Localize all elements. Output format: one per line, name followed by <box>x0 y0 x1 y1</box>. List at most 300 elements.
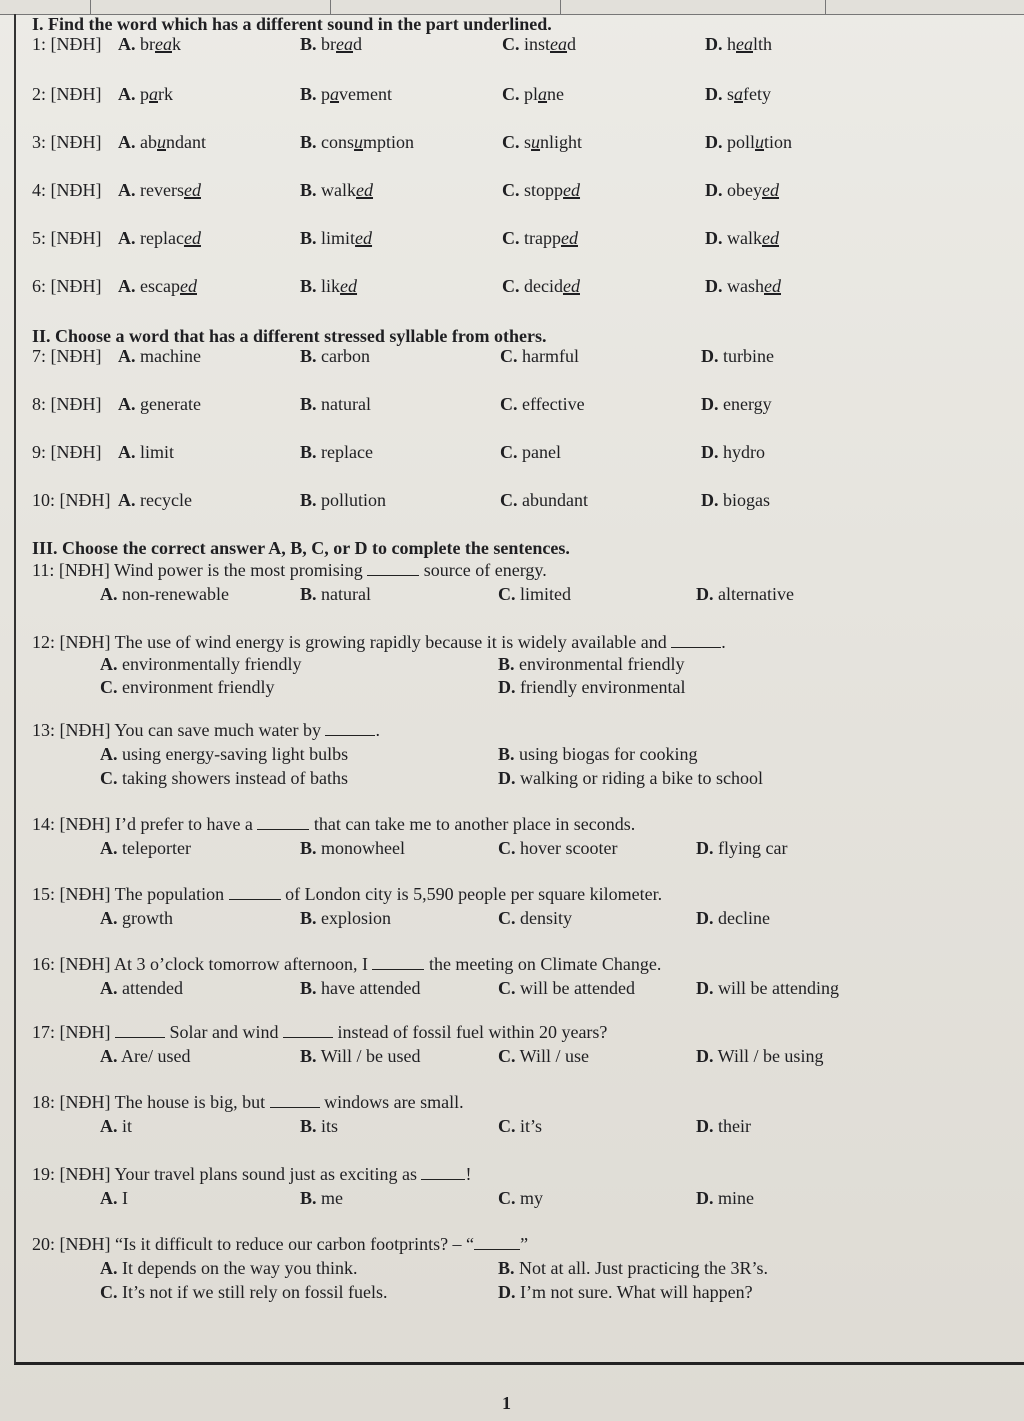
option-d <box>705 180 779 201</box>
option-letter: C. <box>502 276 520 296</box>
question-row <box>32 180 1012 204</box>
word-part: trapp <box>519 228 561 248</box>
question-number: 12: [NĐH] <box>32 632 111 652</box>
word-part: k <box>172 34 181 54</box>
option-letter: B. <box>300 346 317 366</box>
question-row <box>32 346 1012 370</box>
question-row <box>32 490 1012 514</box>
option-text: their <box>713 1116 751 1136</box>
option-b <box>300 394 371 415</box>
option-a <box>118 84 173 105</box>
option-letter: B. <box>300 838 317 858</box>
word-part: p <box>316 84 331 104</box>
option-a <box>100 1188 128 1209</box>
option-c <box>498 1188 543 1209</box>
underlined-sound: ed <box>560 228 578 248</box>
option-letter: B. <box>300 84 317 104</box>
option-letter: C. <box>502 84 520 104</box>
underlined-sound: ed <box>764 276 781 296</box>
option-text: walking or riding a bike to school <box>515 768 763 788</box>
option-b <box>300 442 373 463</box>
option-text: carbon <box>316 346 370 366</box>
word-part: walk <box>316 180 357 200</box>
option-b <box>300 1116 338 1137</box>
question-number: 2: [NĐH] <box>32 84 102 104</box>
option-d <box>498 1282 753 1303</box>
option-letter: D. <box>498 677 516 697</box>
option-letter: C. <box>500 442 518 462</box>
option-d <box>696 1188 754 1209</box>
option-b <box>300 838 405 859</box>
option-b <box>300 584 371 605</box>
option-letter: B. <box>300 584 317 604</box>
underlined-sound: ed <box>340 276 358 296</box>
stem-text: Your travel plans sound just as exciting as <box>110 1164 422 1184</box>
option-letter: C. <box>498 978 516 998</box>
option-d <box>498 677 685 698</box>
option-letter: D. <box>701 442 719 462</box>
option-d <box>696 908 770 929</box>
option-letter: C. <box>498 1046 516 1066</box>
option-a <box>100 908 173 929</box>
option-letter: A. <box>100 838 118 858</box>
option-text: attended <box>117 978 183 998</box>
option-letter: A. <box>118 490 136 510</box>
underlined-sound: ed <box>563 180 581 200</box>
question-number: 14: [NĐH] <box>32 814 111 834</box>
word-part: limit <box>316 228 356 248</box>
option-text: its <box>316 1116 339 1136</box>
option-letter: A. <box>118 180 136 200</box>
option-letter: B. <box>498 1258 515 1278</box>
question-text <box>32 954 661 975</box>
stem-text: I’d prefer to have a <box>110 814 258 834</box>
option-text: abundant <box>517 490 588 510</box>
option-text: taking showers instead of baths <box>117 768 348 788</box>
answer-blank <box>115 1023 165 1038</box>
option-text: It’s not if we still rely on fossil fuels. <box>117 1282 388 1302</box>
option-a <box>118 394 201 415</box>
question-number: 15: [NĐH] <box>32 884 111 904</box>
option-a <box>118 180 201 201</box>
option-text: flying car <box>713 838 788 858</box>
option-c <box>500 490 588 511</box>
option-text: recycle <box>135 490 192 510</box>
option-d <box>701 490 770 511</box>
option-letter: D. <box>696 1188 714 1208</box>
option-letter: A. <box>100 908 118 928</box>
options-row <box>32 677 1012 701</box>
option-letter: C. <box>502 132 520 152</box>
options-row <box>32 654 1012 678</box>
option-b <box>300 228 372 249</box>
option-text: panel <box>517 442 561 462</box>
question-number: 18: [NĐH] <box>32 1092 111 1112</box>
option-text: have attended <box>316 978 421 998</box>
option-letter: A. <box>118 442 136 462</box>
options-row <box>32 584 1012 608</box>
option-b <box>300 276 357 297</box>
option-a <box>100 1116 132 1137</box>
option-letter: A. <box>118 394 136 414</box>
question-number: 4: [NĐH] <box>32 180 102 200</box>
question-stem <box>32 954 1012 978</box>
option-c <box>100 677 274 698</box>
option-letter: B. <box>300 1046 317 1066</box>
option-a <box>100 978 183 999</box>
question-number: 9: [NĐH] <box>32 442 102 462</box>
option-text: Will / use <box>515 1046 589 1066</box>
option-d <box>701 346 774 367</box>
option-b <box>300 132 414 153</box>
option-letter: B. <box>300 442 317 462</box>
option-c <box>502 132 582 153</box>
question-row <box>32 442 1012 466</box>
option-letter: D. <box>705 228 723 248</box>
option-letter: C. <box>100 677 118 697</box>
option-a <box>100 1046 190 1067</box>
option-d <box>696 978 839 999</box>
question-number: 11: [NĐH] <box>32 560 110 580</box>
option-letter: C. <box>502 228 520 248</box>
word-part: d <box>353 34 363 54</box>
option-c <box>500 442 561 463</box>
option-text: it <box>117 1116 133 1136</box>
word-part: obey <box>722 180 762 200</box>
option-text: environmentally friendly <box>117 654 302 674</box>
option-letter: D. <box>701 394 719 414</box>
word-part: lik <box>316 276 341 296</box>
options-row <box>32 908 1012 932</box>
option-letter: C. <box>498 1188 516 1208</box>
option-text: turbine <box>718 346 774 366</box>
option-text: environmental friendly <box>514 654 685 674</box>
option-text: It depends on the way you think. <box>117 1258 358 1278</box>
question-stem <box>32 1164 1012 1188</box>
word-part: inst <box>519 34 551 54</box>
options-row <box>32 978 1012 1002</box>
option-text: I <box>117 1188 128 1208</box>
word-part: p <box>135 84 149 104</box>
question-text <box>32 1022 607 1043</box>
stem-text: . <box>721 632 726 652</box>
stem-text: the meeting on Climate Change. <box>424 954 662 974</box>
options-row <box>32 1188 1012 1212</box>
word-part: cons <box>316 132 355 152</box>
option-text: it’s <box>515 1116 543 1136</box>
options-row <box>32 1116 1012 1140</box>
word-part: revers <box>135 180 184 200</box>
underlined-sound: a <box>330 84 340 104</box>
option-text: harmful <box>517 346 579 366</box>
word-part: br <box>316 34 337 54</box>
option-a <box>100 1258 357 1279</box>
question-number: 20: [NĐH] <box>32 1234 111 1254</box>
stem-text: of London city is 5,590 people per square kilometer. <box>280 884 663 904</box>
option-letter: B. <box>300 978 317 998</box>
option-letter: A. <box>100 584 118 604</box>
answer-blank <box>283 1023 333 1038</box>
option-b <box>300 490 386 511</box>
question-row <box>32 228 1012 252</box>
option-letter: B. <box>300 394 317 414</box>
option-letter: B. <box>498 744 515 764</box>
underlined-sound: ed <box>356 180 374 200</box>
option-letter: C. <box>498 1116 516 1136</box>
option-c <box>502 228 578 249</box>
word-part: tion <box>764 132 793 152</box>
answer-blank <box>367 561 419 576</box>
option-text: natural <box>316 394 371 414</box>
question-number: 5: [NĐH] <box>32 228 102 248</box>
option-c <box>498 908 572 929</box>
option-text: effective <box>517 394 585 414</box>
question-text <box>32 1092 464 1113</box>
option-d <box>498 768 763 789</box>
underlined-sound: ea <box>336 34 354 54</box>
word-part: s <box>519 132 532 152</box>
option-text: pollution <box>316 490 387 510</box>
option-b <box>300 346 370 367</box>
option-a <box>100 744 348 765</box>
option-letter: D. <box>701 490 719 510</box>
option-letter: A. <box>118 276 136 296</box>
option-letter: C. <box>498 584 516 604</box>
option-d <box>696 1116 751 1137</box>
option-b <box>300 978 420 999</box>
option-letter: D. <box>696 584 714 604</box>
underlined-sound: ed <box>183 228 201 248</box>
underlined-sound: u <box>157 132 166 152</box>
underlined-sound: a <box>538 84 548 104</box>
option-letter: B. <box>300 132 317 152</box>
option-letter: A. <box>100 1188 118 1208</box>
option-d <box>701 442 765 463</box>
word-part: ndant <box>166 132 206 152</box>
option-letter: B. <box>498 654 515 674</box>
option-d <box>705 34 772 55</box>
option-letter: B. <box>300 34 317 54</box>
word-part: d <box>567 34 577 54</box>
word-part: stopp <box>519 180 564 200</box>
option-text: friendly environmental <box>515 677 686 697</box>
option-letter: D. <box>498 768 516 788</box>
option-letter: C. <box>500 394 518 414</box>
underlined-sound: u <box>755 132 765 152</box>
word-part: rk <box>158 84 173 104</box>
option-b <box>300 908 391 929</box>
answer-blank <box>372 955 424 970</box>
option-text: Are/ used <box>117 1046 191 1066</box>
word-part: poll <box>722 132 756 152</box>
option-text: I’m not sure. What will happen? <box>515 1282 753 1302</box>
option-text: alternative <box>713 584 794 604</box>
word-part: nlight <box>540 132 583 152</box>
underlined-sound: ed <box>562 276 580 296</box>
stem-text: windows are small. <box>319 1092 464 1112</box>
option-c <box>100 768 348 789</box>
question-stem <box>32 1234 1012 1258</box>
underlined-sound: ed <box>183 180 201 200</box>
option-a <box>100 838 191 859</box>
option-letter: A. <box>100 654 118 674</box>
option-b <box>498 744 698 765</box>
option-text: growth <box>117 908 173 928</box>
answer-blank <box>229 885 281 900</box>
question-number: 1: [NĐH] <box>32 34 102 54</box>
word-part: walk <box>722 228 762 248</box>
option-text: limited <box>515 584 571 604</box>
options-row <box>32 768 1012 792</box>
option-a <box>118 276 197 297</box>
option-text: limit <box>135 442 175 462</box>
option-text: biogas <box>718 490 770 510</box>
underlined-sound: u <box>354 132 364 152</box>
option-d <box>705 132 792 153</box>
word-part: ne <box>547 84 565 104</box>
option-b <box>498 1258 768 1279</box>
word-part: decid <box>519 276 563 296</box>
option-letter: B. <box>300 228 317 248</box>
option-text: hydro <box>718 442 765 462</box>
question-text <box>32 560 547 581</box>
option-letter: A. <box>100 978 118 998</box>
option-text: environment friendly <box>117 677 275 697</box>
stem-text: The use of wind energy is growing rapidly because it is widely available and <box>110 632 672 652</box>
option-letter: A. <box>118 84 136 104</box>
option-letter: A. <box>100 744 118 764</box>
question-number: 16: [NĐH] <box>32 954 111 974</box>
option-letter: C. <box>498 838 516 858</box>
stem-text: instead of fossil fuel within 20 years? <box>332 1022 608 1042</box>
option-d <box>696 838 787 859</box>
option-letter: D. <box>705 84 723 104</box>
word-part: lth <box>753 34 773 54</box>
question-number: 17: [NĐH] <box>32 1022 111 1042</box>
option-text: replace <box>316 442 373 462</box>
option-text: generate <box>135 394 201 414</box>
option-c <box>498 584 571 605</box>
question-number: 10: [NĐH] <box>32 490 111 510</box>
option-c <box>502 276 580 297</box>
options-row <box>32 744 1012 768</box>
option-d <box>705 276 781 297</box>
question-stem <box>32 632 1012 656</box>
option-b <box>300 1046 420 1067</box>
stem-text: source of energy. <box>419 560 547 580</box>
question-number: 3: [NĐH] <box>32 132 102 152</box>
option-c <box>498 838 617 859</box>
option-letter: D. <box>696 1046 714 1066</box>
question-row <box>32 84 1012 108</box>
option-c <box>498 1116 542 1137</box>
option-letter: A. <box>118 132 136 152</box>
answer-blank <box>270 1093 320 1108</box>
question-number: 8: [NĐH] <box>32 394 102 414</box>
option-b <box>300 180 373 201</box>
question-stem <box>32 560 1012 584</box>
answer-blank <box>474 1235 520 1250</box>
underlined-sound: ea <box>550 34 568 54</box>
word-part: h <box>722 34 736 54</box>
option-letter: C. <box>100 1282 118 1302</box>
option-letter: D. <box>705 276 723 296</box>
option-letter: D. <box>696 908 714 928</box>
option-letter: C. <box>502 180 520 200</box>
option-a <box>100 654 301 675</box>
option-letter: C. <box>502 34 520 54</box>
question-number: 13: [NĐH] <box>32 720 111 740</box>
answer-blank <box>421 1165 465 1180</box>
option-letter: B. <box>300 276 317 296</box>
option-letter: D. <box>705 180 723 200</box>
question-stem <box>32 884 1012 908</box>
option-c <box>498 1046 589 1067</box>
options-row <box>32 1258 1012 1282</box>
question-row <box>32 276 1012 300</box>
option-letter: A. <box>100 1116 118 1136</box>
option-a <box>118 132 206 153</box>
option-letter: B. <box>300 490 317 510</box>
option-text: my <box>515 1188 544 1208</box>
underlined-sound: a <box>149 84 158 104</box>
underlined-sound: ea <box>155 34 172 54</box>
options-row <box>32 1282 1012 1306</box>
word-part: fety <box>743 84 771 104</box>
option-a <box>118 346 201 367</box>
word-part: wash <box>722 276 764 296</box>
option-d <box>705 84 771 105</box>
option-b <box>498 654 684 675</box>
word-part: br <box>135 34 155 54</box>
question-stem <box>32 720 1012 744</box>
stem-text: Solar and wind <box>165 1022 283 1042</box>
option-text: density <box>515 908 572 928</box>
options-row <box>32 838 1012 862</box>
question-stem <box>32 1022 1012 1046</box>
option-d <box>705 228 779 249</box>
option-c <box>502 34 576 55</box>
option-letter: D. <box>696 978 714 998</box>
question-stem <box>32 814 1012 838</box>
option-letter: C. <box>500 346 518 366</box>
underlined-sound: ed <box>355 228 373 248</box>
option-b <box>300 1188 343 1209</box>
option-b <box>300 84 392 105</box>
word-part: replac <box>135 228 184 248</box>
option-letter: B. <box>300 908 317 928</box>
option-c <box>100 1282 387 1303</box>
option-letter: A. <box>118 228 136 248</box>
question-text <box>32 1234 528 1255</box>
option-d <box>701 394 772 415</box>
option-letter: B. <box>300 1188 317 1208</box>
option-d <box>696 1046 823 1067</box>
option-a <box>118 490 192 511</box>
option-a <box>118 34 181 55</box>
stem-text: ” <box>520 1234 529 1254</box>
option-letter: D. <box>498 1282 516 1302</box>
underlined-sound: ea <box>736 34 753 54</box>
option-a <box>118 442 174 463</box>
stem-text: that can take me to another place in seconds. <box>309 814 636 834</box>
option-b <box>300 34 362 55</box>
option-text: Will / be using <box>713 1046 824 1066</box>
question-row <box>32 394 1012 418</box>
question-text <box>32 720 380 741</box>
option-letter: D. <box>696 838 714 858</box>
option-letter: D. <box>705 34 723 54</box>
